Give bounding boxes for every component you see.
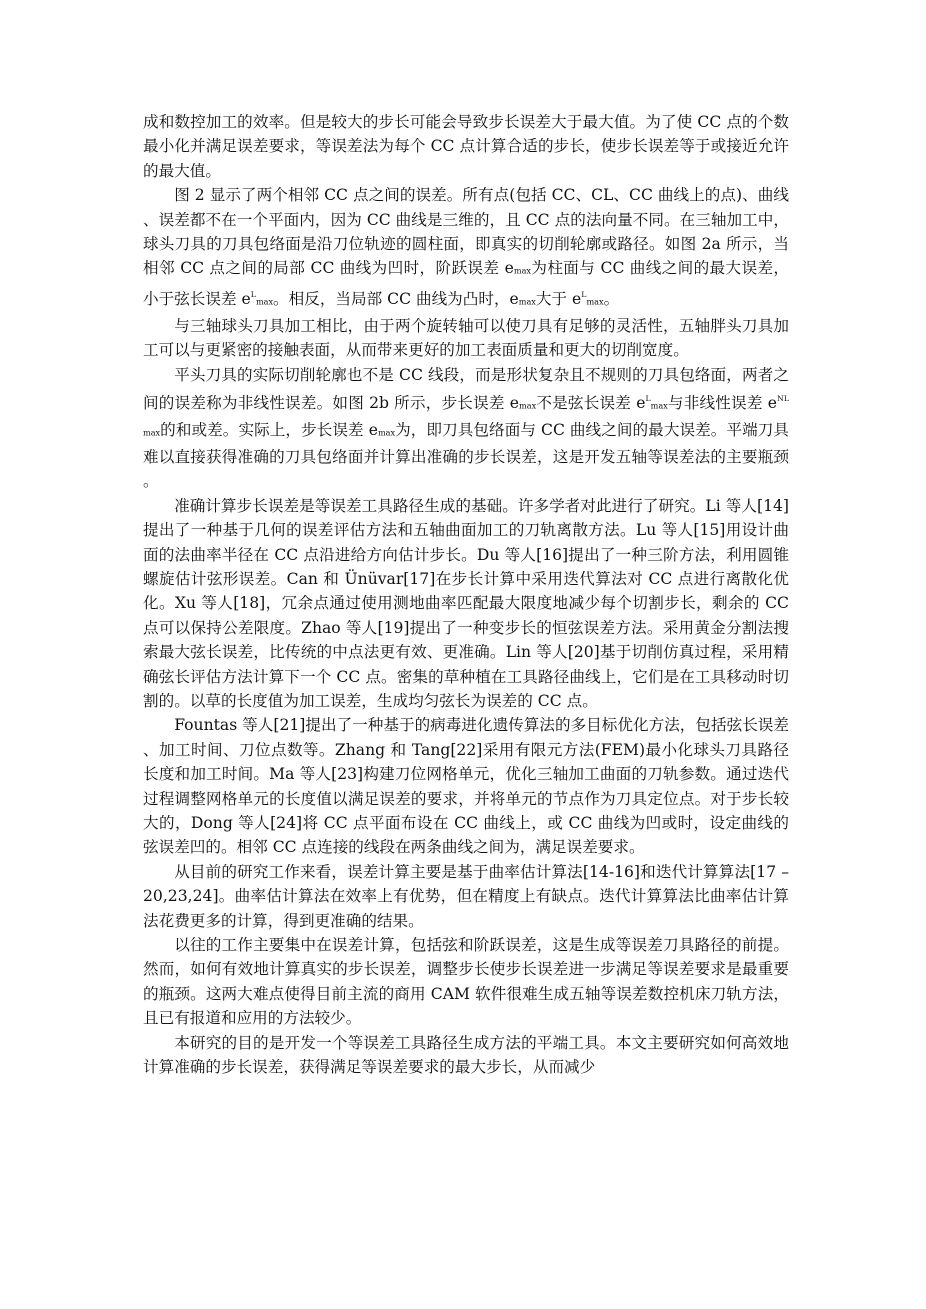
paragraph-2 — [143, 183, 789, 314]
body-text — [143, 110, 789, 1079]
paragraph-4 — [143, 363, 789, 494]
superscript-l: L — [581, 290, 587, 300]
subscript-max: max — [377, 427, 396, 438]
subscript-max: max — [143, 427, 161, 438]
paragraph-1: 成和数控加工的效率。但是较大的步长可能会导致步长误差大于最大值。为了使 CC 点的个数最小化并满足误差要求，等误差法为每个 CC 点计算合适的步长，使步长误差等于或接近允许的最大值。 — [143, 113, 789, 180]
text-segment: 的和或差。实际上，步长误差 e — [160, 421, 378, 440]
text-segment: 为，即刀具包络面与 CC 曲线之间的最大误差。平端刀具难以直接获得准确的刀具包络面并计算出准确的步长误差，这是开发五轴等误差法的主要瓶颈。 — [143, 421, 790, 491]
superscript-nl: NL — [777, 394, 790, 404]
subscript-max: max — [586, 296, 604, 307]
paragraph-8: 以往的工作主要集中在误差计算，包括弦和阶跃误差，这是生成等误差刀具路径的前提。然而，如何有效地计算真实的步长误差，调整步长使步长误差进一步满足等误差要求是最重要的瓶颈。这两大难点使得目前主流的商用 CAM 软件很难生成五轴等误差数控机床刀轨方法，且已有报道和应用的方法较少。 — [143, 936, 789, 1028]
text-segment: 平头刀具的实际切削轮廓也不是 CC 线段，而是形状复杂且不规则的刀具包络面，两者之间的误差称为非线性误差。如图 2b 所示，步长误差 e — [143, 365, 789, 413]
text-segment: 不是弦长误差 e — [536, 394, 646, 413]
paragraph-9: 本研究的目的是开发一个等误差工具路径生成方法的平端工具。本文主要研究如何高效地计算准确的步长误差，获得满足等误差要求的最大步长，从而减少 — [143, 1033, 789, 1077]
text-segment: 为柱面与 CC 曲线之间的最大误差，小于弦长误差 e — [143, 259, 789, 309]
paragraph-3: 与三轴球头刀具加工相比，由于两个旋转轴可以使刀具有足够的灵活性，五轴胖头刀具加工可以与更紧密的接触表面，从而带来更好的加工表面质量和更大的切削宽度。 — [143, 317, 789, 360]
superscript-l: L — [645, 394, 651, 404]
subscript-max: max — [255, 296, 274, 307]
text-segment: 大于 e — [535, 290, 582, 309]
paragraph-7: 从目前的研究工作来看，误差计算主要是基于曲率估计算法[14-16]和迭代计算算法[17 – 20,23,24]。曲率估计算法在效率上有优势，但在精度上有缺点。迭代计算算法比曲率估计算法花费更多的计算，得到更准确的结果。 — [143, 862, 789, 930]
text-segment: 。相反，当局部 CC 曲线为凸时，e — [273, 290, 519, 309]
paragraph-5: 准确计算步长误差是等误差工具路径生成的基础。许多学者对此进行了研究。Li 等人[14]提出了一种基于几何的误差评估方法和五轴曲面加工的刀轨离散方法。Lu 等人[15]用设计曲面的法曲率半径在 CC 点沿进给方向估计步长。Du 等人[16]提出了一种三阶方法，利用圆锥螺旋估计弦形误差。Can 和 Ünüvar[17]在步长计算中采用迭代算法对 CC 点进行离散化优化。Xu 等人[18]，冗余点通过使用测地曲率匹配最大限度地减少每个切割步长，剩余的 CC 点可以保持公差限度。Zhao 等人[19]提出了一种变步长的恒弦误差方法。采用黄金分割法搜索最大弦长误差，比传统的中点法更有效、更准确。Lin 等人[20]基于切削仿真过程，采用精确弦长评估方法计算下一个 CC 点。密集的草种植在工具路径曲线上，它们是在工具移动时切割的。以草的长度值为加工误差，生成均匀弦长为误差的 CC 点。 — [143, 496, 789, 710]
superscript-l: L — [250, 290, 256, 300]
subscript-max: max — [513, 265, 532, 276]
text-segment: 图 2 显示了两个相邻 CC 点之间的误差。所有点(包括 CC、CL、CC 曲线上的点)、曲线、误差都不在一个平面内，因为 CC 曲线是三维的，且 CC 点的法向量不同。在三轴加工中，球头刀具的刀具包络面是沿刀位轨迹的圆柱面，即真实的切削轮廓或路径。如图 2a 所示，当相邻 CC 点之间的局部 CC 曲线为凹时，阶跃误差 e — [143, 186, 789, 278]
subscript-max: max — [650, 400, 668, 411]
paragraph-6: Fountas 等人[21]提出了一种基于的病毒进化遗传算法的多目标优化方法，包括弦长误差、加工时间、刀位点数等。Zhang 和 Tang[22]采用有限元方法(FEM)最小化球头刀具路径长度和加工时间。Ma 等人[23]构建刀位网格单元，优化三轴加工曲面的刀轨参数。通过迭代过程调整网格单元的长度值以满足误差的要求，并将单元的节点作为刀具定位点。对于步长较大的，Dong 等人[24]将 CC 点平面布设在 CC 曲线上，或 CC 曲线为凹或时，设定曲线的弦误差凹的。相邻 CC 点连接的线段在两条曲线之间为，满足误差要求。 — [143, 716, 789, 857]
text-segment: 。 — [603, 290, 620, 309]
text-segment: 与非线性误差 e — [667, 394, 778, 413]
subscript-max: max — [518, 296, 536, 307]
subscript-max: max — [519, 400, 537, 411]
